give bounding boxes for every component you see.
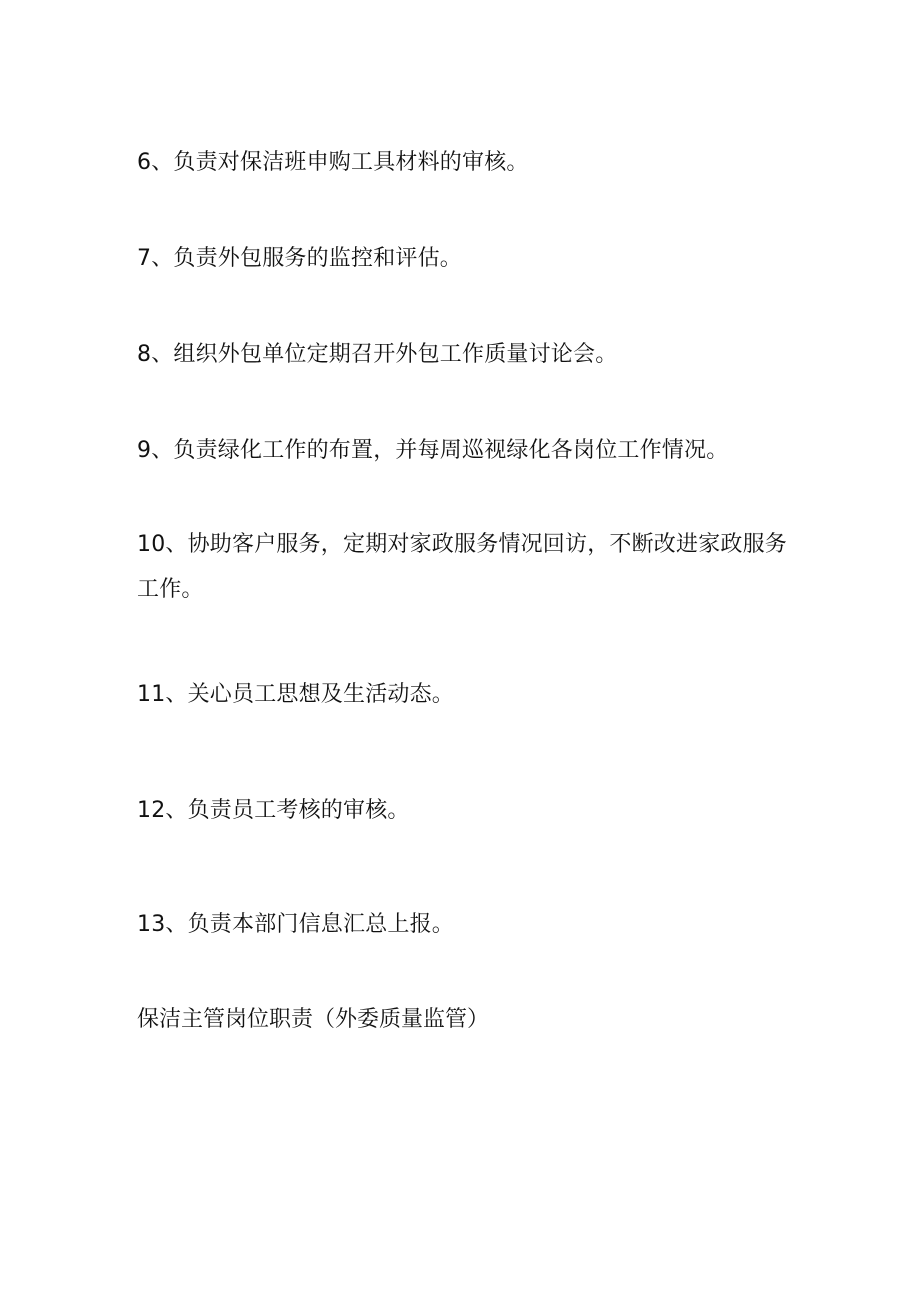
duty-item-8: 8、组织外包单位定期召开外包工作质量讨论会。 [137, 342, 618, 367]
duty-item-10: 10、协助客户服务，定期对家政服务情况回访，不断改进家政服务工作。 [137, 532, 787, 602]
duty-item-11: 11、关心员工思想及生活动态。 [137, 682, 454, 707]
duty-item-9: 9、负责绿化工作的布置，并每周巡视绿化各岗位工作情况。 [137, 438, 729, 463]
duty-item-6: 6、负责对保洁班申购工具材料的审核。 [137, 150, 529, 175]
duty-item-12: 12、负责员工考核的审核。 [137, 798, 410, 823]
section-heading: 保洁主管岗位职责（外委质量监管） [137, 1007, 490, 1032]
duty-item-13: 13、负责本部门信息汇总上报。 [137, 912, 454, 937]
duty-item-7: 7、负责外包服务的监控和评估。 [137, 246, 462, 271]
